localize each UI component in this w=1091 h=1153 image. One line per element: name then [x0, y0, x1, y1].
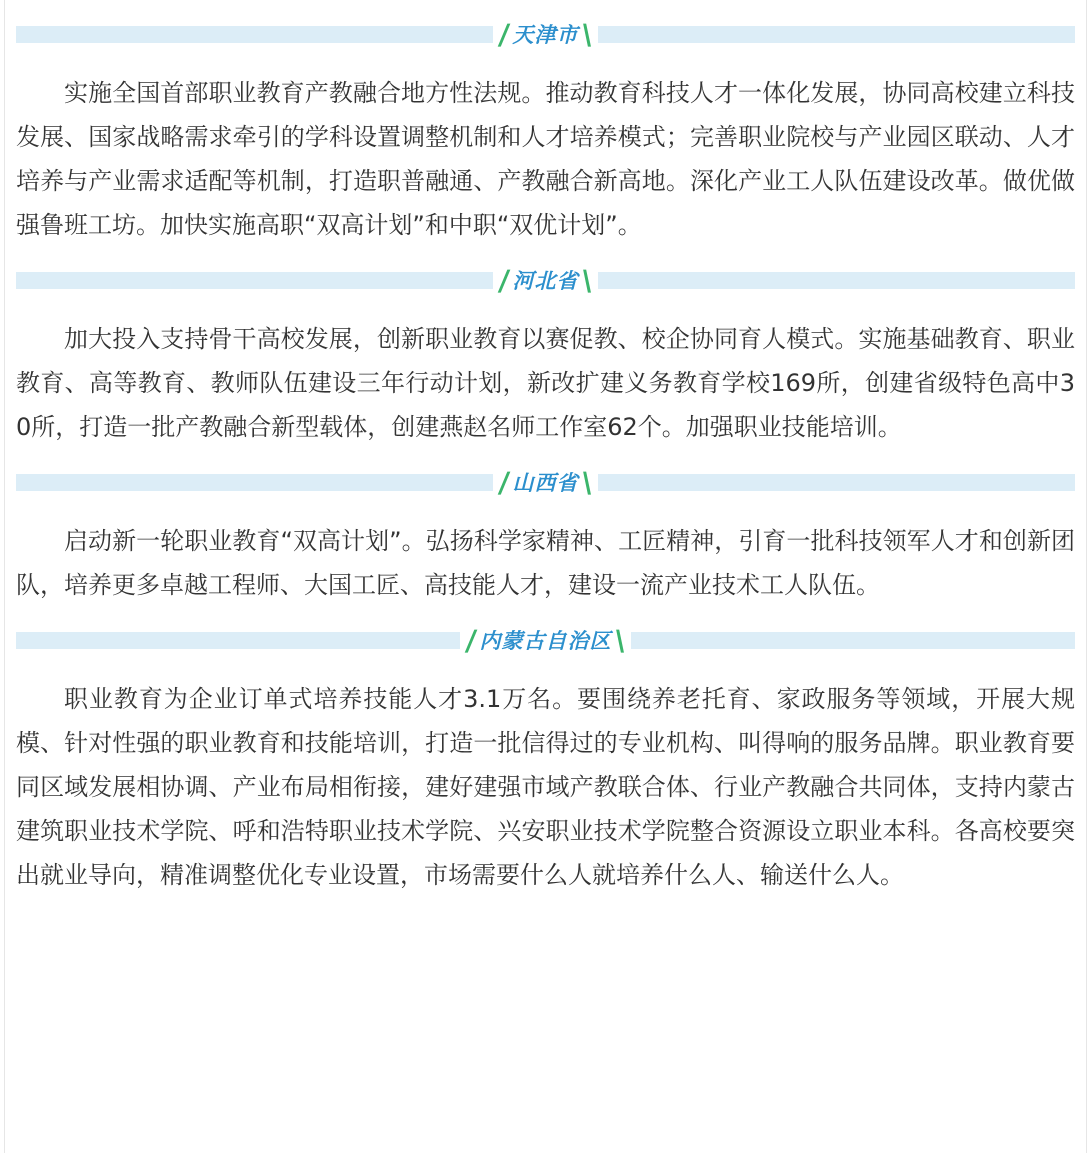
header-title-wrap	[493, 464, 597, 502]
section-header	[16, 622, 1075, 660]
section-title: 河北省	[512, 269, 579, 293]
section-title: 天津市	[512, 23, 579, 47]
slash-right-icon: \	[579, 18, 594, 51]
section-title: 山西省	[512, 471, 579, 495]
section-inner-mongolia	[16, 622, 1075, 912]
header-title-wrap	[493, 262, 597, 300]
section-paragraph: 职业教育为企业订单式培养技能人才3.1万名。要围绕养老托育、家政服务等领域，开展大规模、针对性强的职业教育和技能培训，打造一批信得过的专业机构、叫得响的服务品牌。职业教育要同区域发展相协调、产业布局相衔接，建好建强市域产教联合体、行业产教融合共同体，支持内蒙古建筑职业技术学院、呼和浩特职业技术学院、兴安职业技术学院整合资源设立职业本科。各高校要突出就业导向，精准调整优化专业设置，市场需要什么人就培养什么人、输送什么人。	[16, 685, 1075, 889]
section-tianjin	[16, 16, 1075, 262]
section-paragraph: 加大投入支持骨干高校发展，创新职业教育以赛促教、校企协同育人模式。实施基础教育、职业教育、高等教育、教师队伍建设三年行动计划，新改扩建义务教育学校169所，创建省级特色高中30所，打造一批产教融合新型载体，创建燕赵名师工作室62个。加强职业技能培训。	[16, 325, 1075, 441]
slash-right-icon: \	[579, 264, 594, 297]
slash-left-icon: /	[497, 18, 512, 51]
section-title: 内蒙古自治区	[479, 629, 612, 653]
section-header	[16, 464, 1075, 502]
slash-right-icon: \	[612, 624, 627, 657]
header-title-wrap	[493, 16, 597, 54]
slash-left-icon: /	[464, 624, 479, 657]
header-title-wrap	[460, 622, 630, 660]
slash-left-icon: /	[497, 466, 512, 499]
section-paragraph: 实施全国首部职业教育产教融合地方性法规。推动教育科技人才一体化发展，协同高校建立科技发展、国家战略需求牵引的学科设置调整机制和人才培养模式；完善职业院校与产业园区联动、人才培养与产业需求适配等机制，打造职普融通、产教融合新高地。深化产业工人队伍建设改革。做优做强鲁班工坊。加快实施高职“双高计划”和中职“双优计划”。	[16, 79, 1075, 239]
section-paragraph: 启动新一轮职业教育“双高计划”。弘扬科学家精神、工匠精神，引育一批科技领军人才和创新团队，培养更多卓越工程师、大国工匠、高技能人才，建设一流产业技术工人队伍。	[16, 527, 1075, 599]
slash-left-icon: /	[497, 264, 512, 297]
section-header	[16, 16, 1075, 54]
article-body	[16, 16, 1075, 912]
slash-right-icon: \	[579, 466, 594, 499]
section-hebei	[16, 262, 1075, 464]
page-border-left	[4, 0, 5, 1153]
section-header	[16, 262, 1075, 300]
section-shanxi	[16, 464, 1075, 622]
page-border-right	[1086, 0, 1087, 1153]
